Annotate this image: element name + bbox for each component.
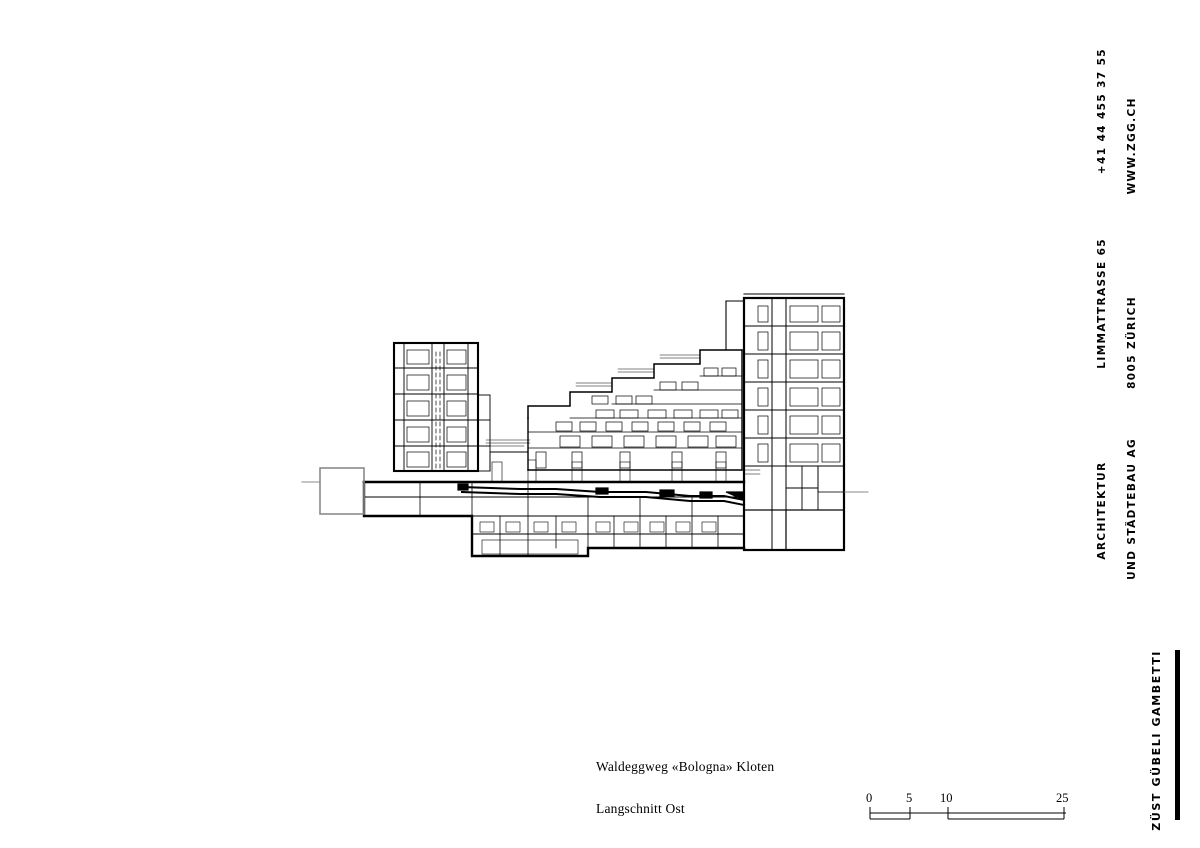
profession-line-2: UND STÄDTEBAU AG [1126, 438, 1138, 580]
centre-windows [536, 368, 738, 468]
contact-web: WWW.ZGG.CH [1126, 97, 1138, 195]
right-tower-core-shaft [786, 466, 818, 510]
scale-tick-0: 0 [866, 791, 873, 805]
scale-bar-graphic [866, 791, 1078, 825]
caption-drawing-title: Langschnitt Ost [596, 801, 685, 816]
centre-link-roof [490, 452, 528, 471]
contact-phone: +41 44 455 37 55 [1096, 48, 1108, 175]
centre-stepped-roof [528, 350, 742, 418]
address-block [1080, 238, 1170, 389]
scale-tick-5: 5 [906, 791, 913, 805]
profession-line-1: ARCHITEKTUR [1096, 461, 1108, 560]
right-tower-floors [744, 298, 844, 550]
right-annex-box [818, 466, 844, 492]
address-street: LIMMATTRASSE 65 [1096, 238, 1108, 369]
left-outbuilding [320, 468, 364, 514]
right-tower [744, 298, 844, 550]
firm-rule-bar [1175, 650, 1180, 820]
contact-block [1080, 48, 1170, 194]
firm-name: ZÜST GÜBELI GAMBETTI [1150, 650, 1163, 831]
profession-block [1080, 438, 1170, 580]
right-tower-openings [758, 306, 840, 462]
scale-tick-10: 10 [940, 791, 953, 805]
address-city: 8005 ZÜRICH [1126, 296, 1138, 389]
caption-block [596, 759, 775, 816]
centre-roof-rails [576, 355, 700, 386]
podium-inner-rooms [492, 460, 726, 482]
firm-info-column [1096, 0, 1200, 848]
detail-hatching [486, 440, 760, 474]
left-tower-annex [478, 395, 490, 471]
right-tower-base [744, 510, 844, 550]
caption-project: Waldeggweg «Bologna» Kloten [596, 759, 775, 774]
scale-tick-25: 25 [1056, 791, 1069, 805]
scale-bar [866, 791, 1078, 823]
ground-line [302, 482, 868, 514]
